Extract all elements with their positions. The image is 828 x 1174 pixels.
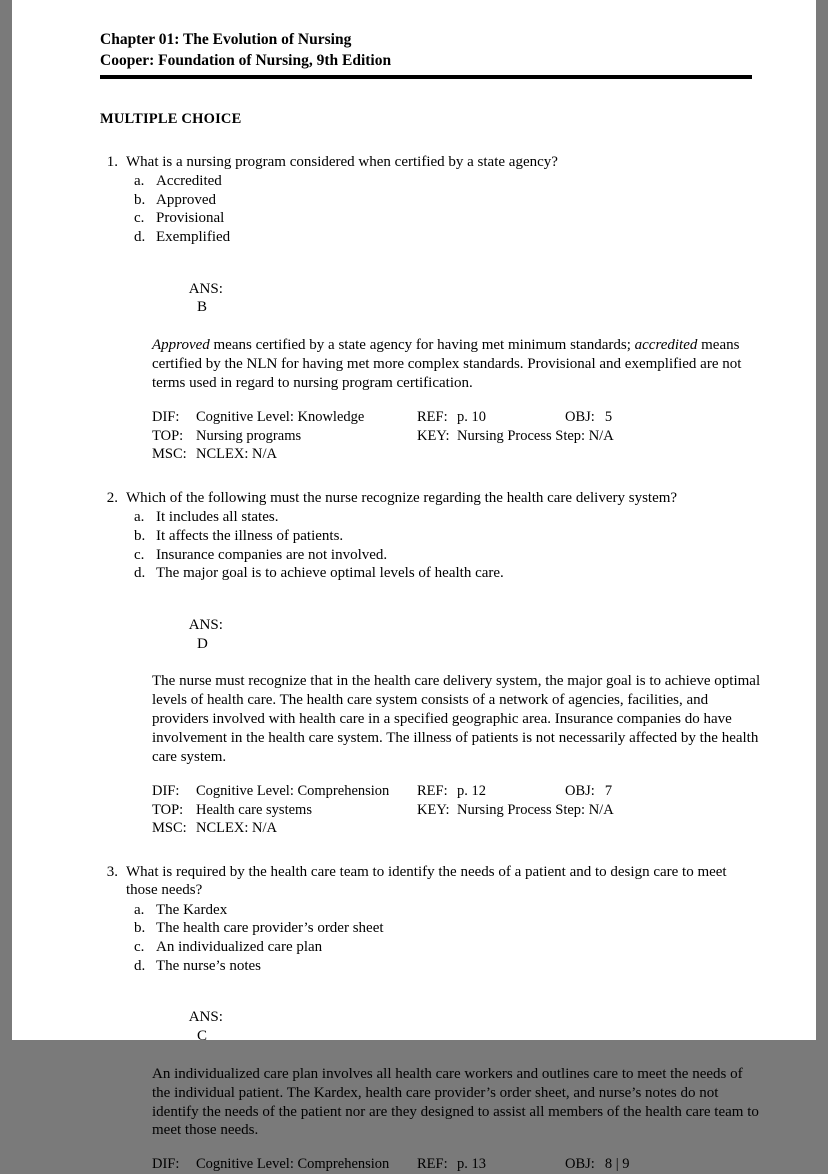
choice-text: Provisional [156,210,225,227]
choice-item[interactable] [134,546,760,565]
top-value: Health care systems [196,801,312,818]
choice-item[interactable] [134,172,760,191]
answer-line [152,597,762,673]
dif-value: Cognitive Level: Comprehension [196,1156,390,1173]
answer-label: ANS: [188,280,223,297]
choice-text: An individualized care plan [156,939,323,955]
choice-letter: a. [134,901,145,918]
question-stem-row [100,863,760,900]
metadata-block [152,782,760,838]
answer-block [152,597,762,767]
msc-key: MSC: [152,446,187,463]
dif-key: DIF: [152,782,180,799]
answer-line [152,261,762,337]
choice-list [134,901,760,975]
metadata-row [152,445,760,464]
metadata-row [152,427,760,446]
choice-letter: c. [134,210,145,227]
answer-value: C [197,1027,208,1044]
choice-text: The nurse’s notes [156,957,261,974]
choice-text: It includes all states. [156,509,279,526]
rationale-part: means certified by the NLN for having met more complex standards. Provisional and exemplified are not terms used in regard to nursing program certification. [152,337,742,391]
obj-value: 8 | 9 [604,1156,630,1173]
key-value: Nursing Process Step: N/A [457,801,614,818]
question-number: 2. [106,490,118,506]
answer-label: ANS: [188,1009,223,1026]
choice-item[interactable] [134,901,760,920]
metadata-row [152,819,760,838]
rationale-part: means certified by a state agency for having met minimum standards; [209,337,635,354]
answer-value: B [197,299,208,316]
choice-item[interactable] [134,919,760,938]
book-title: Cooper: Foundation of Nursing, 9th Edition [100,51,392,69]
top-key: TOP: [152,427,184,444]
choice-letter: d. [134,957,146,974]
metadata-block [152,1155,760,1174]
choice-letter: b. [134,528,146,545]
question-stem: Which of the following must the nurse recognize regarding the health care delivery system? [126,490,678,506]
rationale-part: accredited [634,337,698,354]
msc-key: MSC: [152,820,187,837]
choice-item[interactable] [134,508,760,527]
document-page [12,0,816,1173]
choice-text: Approved [156,191,216,208]
choice-text: The Kardex [156,901,228,918]
obj-value: 7 [604,782,613,799]
choice-letter: b. [134,920,146,937]
question-number: 3. [106,863,118,880]
metadata-row [152,801,760,820]
key-value: Nursing Process Step: N/A [457,427,614,444]
choice-item[interactable] [134,527,760,546]
choice-item[interactable] [134,209,760,228]
answer-block [152,989,762,1140]
choice-text: Exemplified [156,229,231,246]
question-number: 1. [106,153,118,170]
choice-item[interactable] [134,957,760,976]
ref-value: p. 10 [457,408,486,425]
choice-letter: a. [134,173,145,190]
question-item [100,489,760,838]
choice-text: The health care provider’s order sheet [156,920,384,937]
top-key: TOP: [152,801,184,818]
metadata-block [152,408,760,464]
rationale: An individualized care plan involves all health care workers and outlines care to meet the needs of the individual patient. The Kardex, health care provider’s order sheet, and nurse’s notes do not identify the needs of the patient nor are they designed to assist all members of the health care team to meet those needs. [152,1065,759,1139]
metadata-row [152,1155,760,1174]
obj-key: OBJ: [565,782,595,799]
question-stem-row [100,489,760,507]
choice-letter: c. [134,546,145,563]
choice-item[interactable] [134,191,760,210]
choice-letter: c. [134,939,145,955]
rationale-part: Approved [152,337,210,354]
key-key: KEY: [417,427,450,444]
obj-value: 5 [604,408,613,425]
ref-value: p. 12 [457,782,486,799]
obj-key: OBJ: [565,408,595,425]
choice-text: Accredited [156,173,222,190]
obj-key: OBJ: [565,1156,595,1173]
rationale: The nurse must recognize that in the health care delivery system, the major goal is to achieve optimal levels of health care. The health care system consists of a network of agencies, facilities, and providers involved with health care in a specified geographic area. Insurance companies do have involvement in the health care system. The illness of patients is not necessarily affected by the health care system. [152,673,761,765]
answer-block [152,261,762,393]
question-stem-row [100,153,760,171]
choice-letter: d. [134,229,146,246]
ref-key: REF: [417,408,448,425]
choice-letter: d. [134,565,146,582]
choice-list [134,508,760,582]
header-rule [100,75,752,79]
rationale [152,336,762,393]
dif-value: Cognitive Level: Comprehension [196,782,390,799]
metadata-row [152,782,760,801]
metadata-row [152,408,760,427]
dif-key: DIF: [152,1156,180,1173]
document-header [100,30,760,72]
choice-text: The major goal is to achieve optimal levels of health care. [156,565,504,582]
question-item [100,863,760,1174]
ref-key: REF: [417,1156,448,1173]
choice-item[interactable] [134,228,760,247]
choice-letter: a. [134,509,145,526]
choice-list [134,172,760,246]
top-value: Nursing programs [196,427,302,444]
choice-text: It affects the illness of patients. [156,528,344,545]
ref-key: REF: [417,782,448,799]
question-item [100,153,760,464]
answer-line [152,989,762,1065]
ref-value: p. 13 [457,1156,486,1173]
key-key: KEY: [417,801,450,818]
dif-value: Cognitive Level: Knowledge [196,408,365,425]
msc-value: NCLEX: N/A [196,446,277,463]
dif-key: DIF: [152,408,180,425]
answer-value: D [197,635,208,652]
question-stem: What is required by the health care team to identify the needs of a patient and to design care to meet those needs? [126,863,727,899]
choice-text: Insurance companies are not involved. [156,546,388,563]
choice-item[interactable] [134,938,760,957]
answer-label: ANS: [188,616,223,633]
choice-item[interactable] [134,564,760,583]
msc-value: NCLEX: N/A [196,820,277,837]
document-content [100,30,760,1174]
question-stem: What is a nursing program considered when certified by a state agency? [126,153,558,170]
section-heading: MULTIPLE CHOICE [100,110,242,127]
chapter-title: Chapter 01: The Evolution of Nursing [100,31,352,48]
choice-letter: b. [134,191,146,208]
